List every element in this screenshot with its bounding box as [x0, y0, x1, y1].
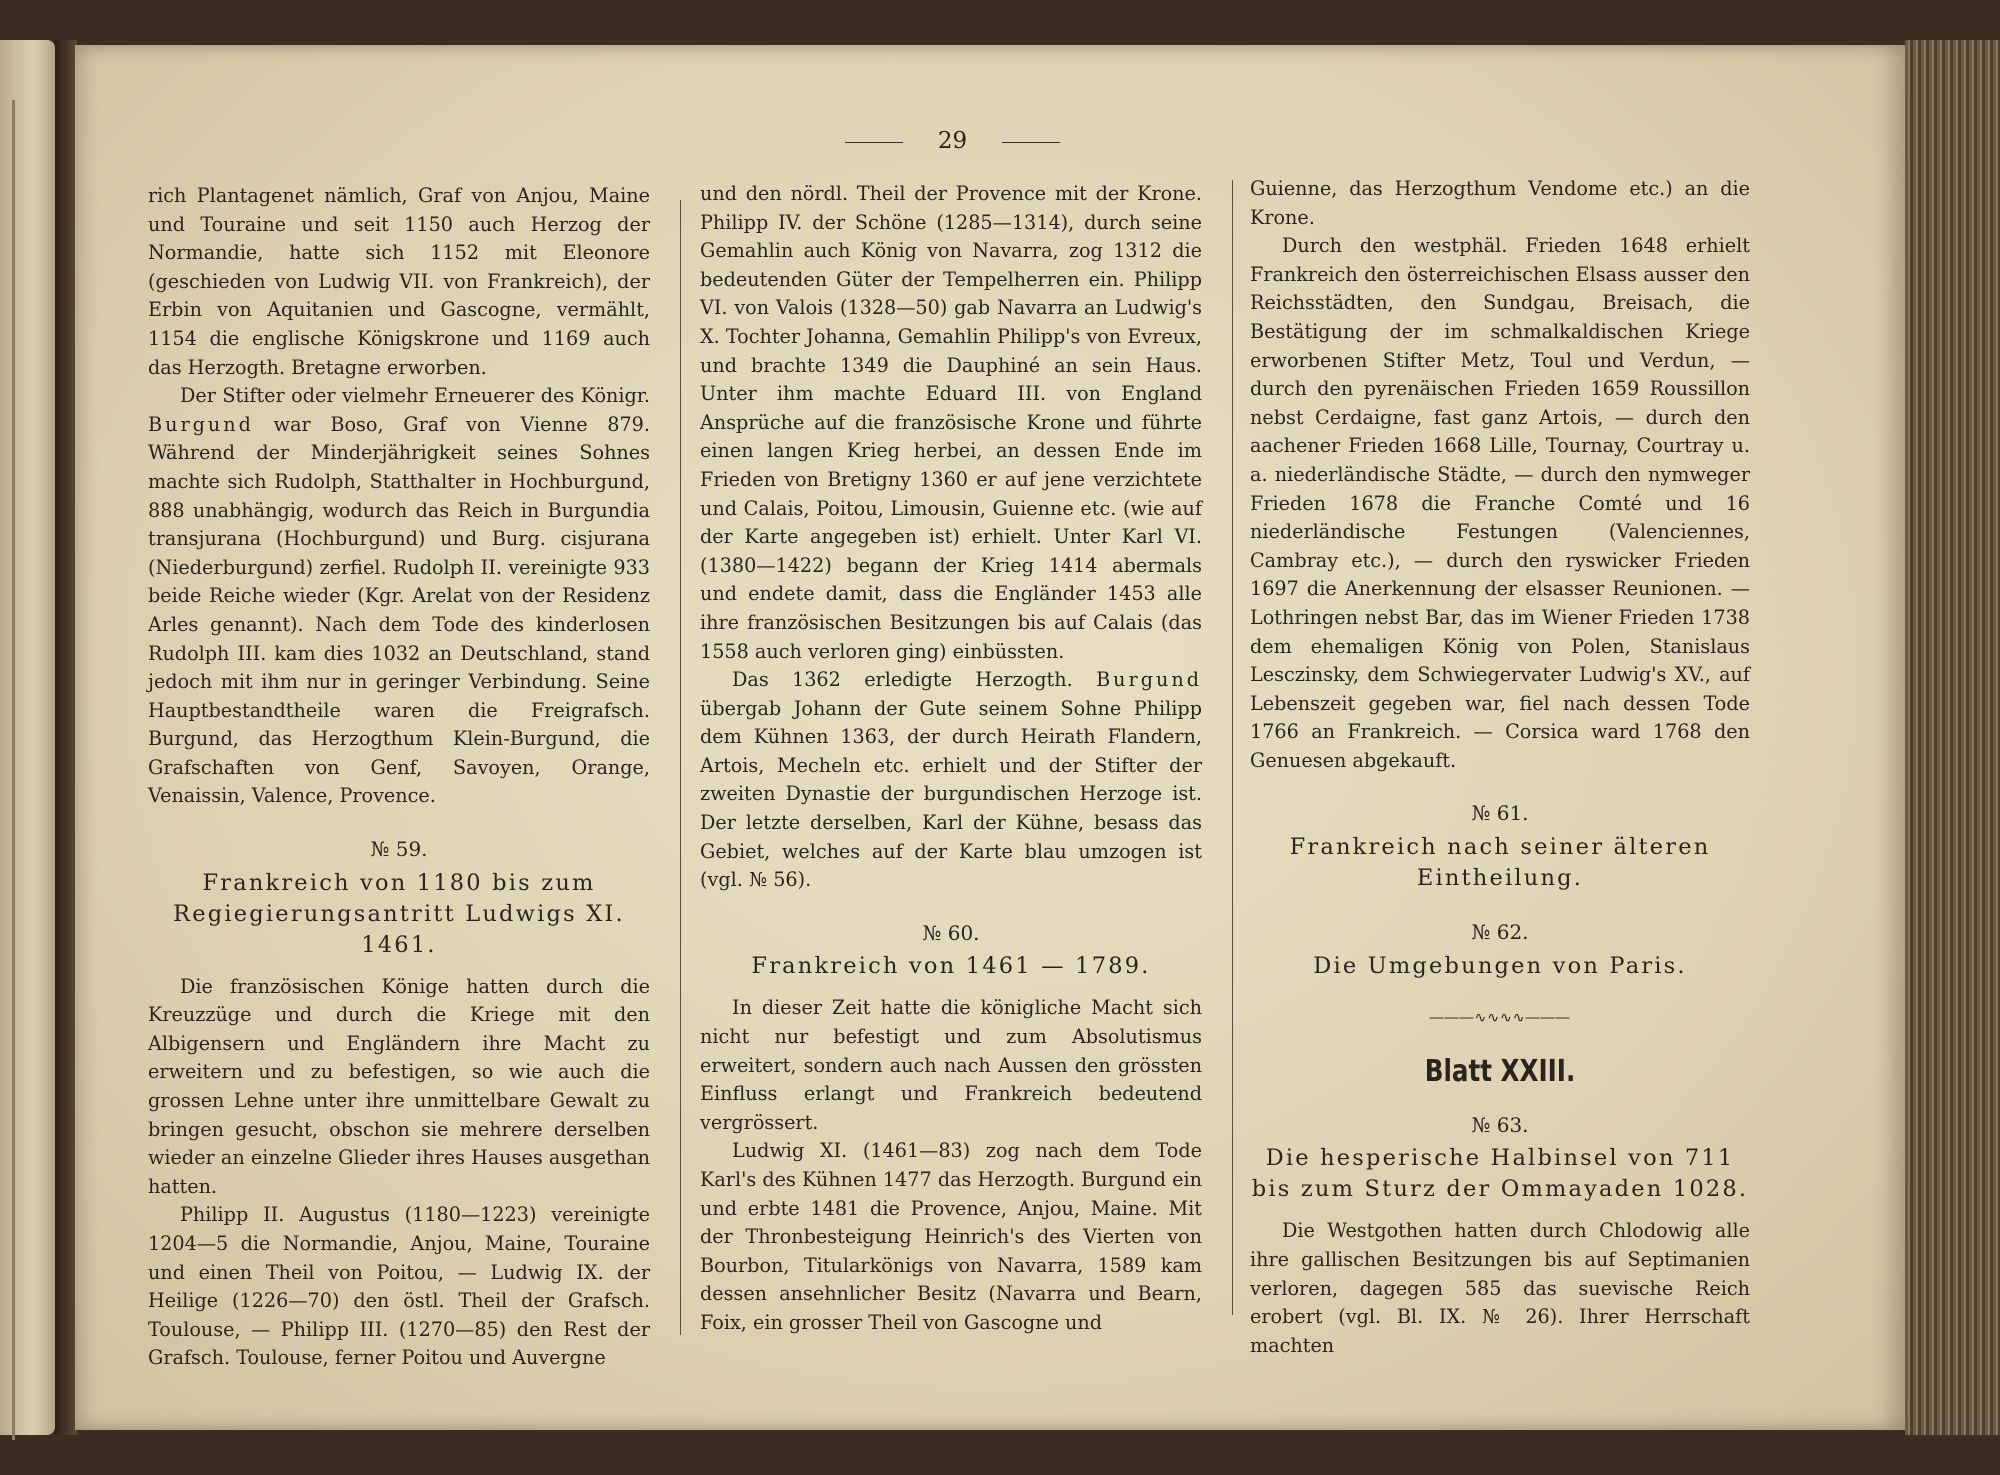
section-number: № 62.	[1471, 920, 1529, 945]
spaced-emphasis: Burgund	[148, 412, 254, 436]
section-number: № 63.	[1471, 1112, 1529, 1137]
paragraph: Die Westgothen hatten durch Chlodowig alle ihre gallischen Besitzungen bis auf Septimanien verloren, dagegen 585 das suevische Reich erobert (vgl. Bl. IX. № 26). Ihrer Herrschaft machten	[1250, 1219, 1750, 1357]
section-number: № 59.	[370, 837, 428, 862]
section-heading: Frankreich nach seiner älteren Eintheilung.	[1289, 834, 1711, 892]
paragraph: Die französischen Könige hatten durch die Kreuzzüge und durch die Kriege mit den Albigensern und Engländern ihre Macht zu erweitern und zu befestigen, so wie auch die grossen Lehne unter ihre unmittelbare Gewalt zu bringen gesucht, obschon sie mehrere derselben wieder an einzelne Glieder ihres Hauses ausgethan hatten.	[148, 974, 650, 1198]
page-fold-line	[12, 100, 15, 1440]
section-heading: Frankreich von 1180 bis zum Regiegierungsantritt Ludwigs XI. 1461.	[173, 869, 625, 958]
section-heading: Die hesperische Halbinsel von 711 bis zum Sturz der Ommayaden 1028.	[1251, 1145, 1749, 1203]
paragraph	[700, 666, 1202, 895]
text-run: übergab Johann der Gute seinem Sohne Philipp dem Kühnen 1363, der durch Heirath Flandern, Artois, Mecheln etc. erhielt und der Stifter der zweiten Dynastie der burgundischen Herzoge ist. Der letzte derselben, Karl der Kühne, besass das Gebiet, welches auf der Karte blau umzogen ist (vgl. № 56).	[700, 696, 1202, 892]
text-run: Das 1362 erledigte Herzogth.	[732, 668, 1073, 692]
section-number: № 60.	[922, 920, 980, 945]
column-divider	[1232, 180, 1233, 1315]
section-number: № 61.	[1471, 801, 1529, 826]
page-number: 29	[845, 128, 1060, 154]
paragraph: In dieser Zeit hatte die königliche Macht sich nicht nur befestigt und zum Absolutismus erweitert, sondern auch nach Aussen den grössten Einfluss erlangt und Frankreich bedeutend vergrössert.	[700, 996, 1202, 1134]
plate-heading: Blatt XXIII.	[1424, 1054, 1576, 1090]
paragraph: Ludwig XI. (1461—83) zog nach dem Tode Karl's des Kühnen 1477 das Herzogth. Burgund ein und erbte 1481 die Provence, Anjou, Maine. Mit der Thronbesteigung Heinrich's des Vierten von Bourbon, Titularkönigs von Navarra, 1589 kam dessen ansehnlicher Besitz (Navarra und Bearn, Foix, ein grosser Theil von Gascogne und	[700, 1139, 1202, 1334]
previous-page-edge	[0, 40, 55, 1435]
paragraph: Guienne, das Herzogthum Vendome etc.) an die Krone.	[1250, 177, 1750, 229]
text-column-2	[700, 180, 1202, 1338]
paragraph: rich Plantagenet nämlich, Graf von Anjou, Maine und Touraine und seit 1150 auch Herzog der Normandie, hatte sich 1152 mit Eleonore (geschieden von Ludwig VII. von Frankreich), der Erbin von Aquitanien und Gascogne, vermählt, 1154 die englische Königskrone und 1169 auch das Herzogth. Bretagne erworben.	[148, 184, 650, 379]
text-run: Der Stifter oder vielmehr Erneuerer des Königr.	[180, 384, 650, 408]
section-heading: Frankreich von 1461 — 1789.	[751, 953, 1151, 980]
paragraph	[148, 382, 650, 811]
text-column-3	[1250, 175, 1750, 1360]
paragraph: Philipp II. Augustus (1180—1223) vereinigte 1204—5 die Normandie, Anjou, Maine, Touraine und einen Theil von Poitou, — Ludwig IX. der Heilige (1226—70) den östl. Theil der Grafsch. Toulouse, — Philipp III. (1270—85) den Rest der Grafsch. Toulouse, ferner Poitou und Auvergne	[148, 1203, 650, 1370]
text-run: war Boso, Graf von Vienne 879. Während der Minderjährigkeit seines Sohnes machte sich Rudolph, Statthalter in Hochburgund, 888 unabhängig, wodurch das Reich in Burgundia transjurana (Hochburgund) und Burg. cisjurana (Niederburgund) zerfiel. Rudolph II. vereinigte 933 beide Reiche wieder (Kgr. Arelat von der Residenz Arles genannt). Nach dem Tode des kinderlosen Rudolph III. kam dies 1032 an Deutschland, stand jedoch mit ihm nur in geringer Verbindung. Seine Hauptbestandtheile waren die Freigrafsch. Burgund, das Herzogthum Klein-Burgund, die Grafschaften von Genf, Savoyen, Orange, Venaissin, Valence, Provence.	[148, 412, 650, 808]
wavy-separator-icon: ―――∿∿∿∿―――	[1429, 1009, 1571, 1026]
paragraph: und den nördl. Theil der Provence mit der Krone. Philipp IV. der Schöne (1285—1314), durch seine Gemahlin auch König von Navarra, zog 1312 die bedeutenden Güter der Tempelherren ein. Philipp VI. von Valois (1328—50) gab Navarra an Ludwig's X. Tochter Johanna, Gemahlin Philipp's von Evreux, und brachte 1349 die Dauphiné an sein Haus. Unter ihm machte Eduard III. von England Ansprüche auf die französische Krone und führte einen langen Krieg herbei, an dessen Ende im Frieden von Bretigny 1360 er auf jene verzichtete und Calais, Poitou, Limousin, Guienne etc. (wie auf der Karte angegeben ist) erhielt. Unter Karl VI. (1380—1422) begann der Krieg 1414 abermals und endete damit, dass die Engländer 1453 alle ihre französischen Besitzungen bis auf Calais (das 1558 auch verloren ging) einbüssten.	[700, 182, 1202, 663]
column-divider	[680, 200, 681, 1335]
book-cover-edge	[1905, 40, 2000, 1435]
paragraph: Durch den westphäl. Frieden 1648 erhielt Frankreich den österreichischen Elsass ausser den Reichsstädten, den Sundgau, Breisach, die Bestätigung der im schmalkaldischen Kriege erworbenen Stifter Metz, Toul und Verdun, — durch den pyrenäischen Frieden 1659 Roussillon nebst Cerdaigne, fast ganz Artois, — durch den aachener Frieden 1668 Lille, Tournay, Courtray u. a. niederländische Städte, — durch den nymweger Frieden 1678 die Franche Comté und 16 niederländische Festungen (Valenciennes, Cambray etc.), — durch den ryswicker Frieden 1697 die Anerkennung der elsasser Reunionen. — Lothringen nebst Bar, das im Wiener Frieden 1738 dem ehemaligen König von Polen, Stanislaus Lesczinsky, dem Schwiegervater Ludwig's XV., auf Lebenszeit gegeben war, fiel nach dessen Tode 1766 an Frankreich. — Corsica ward 1768 den Genuesen abgekauft.	[1250, 234, 1750, 772]
book-gutter	[55, 40, 77, 1435]
text-column-1	[148, 182, 650, 1373]
section-heading: Die Umgebungen von Paris.	[1313, 952, 1687, 979]
spaced-emphasis: Burgund	[1096, 668, 1202, 692]
